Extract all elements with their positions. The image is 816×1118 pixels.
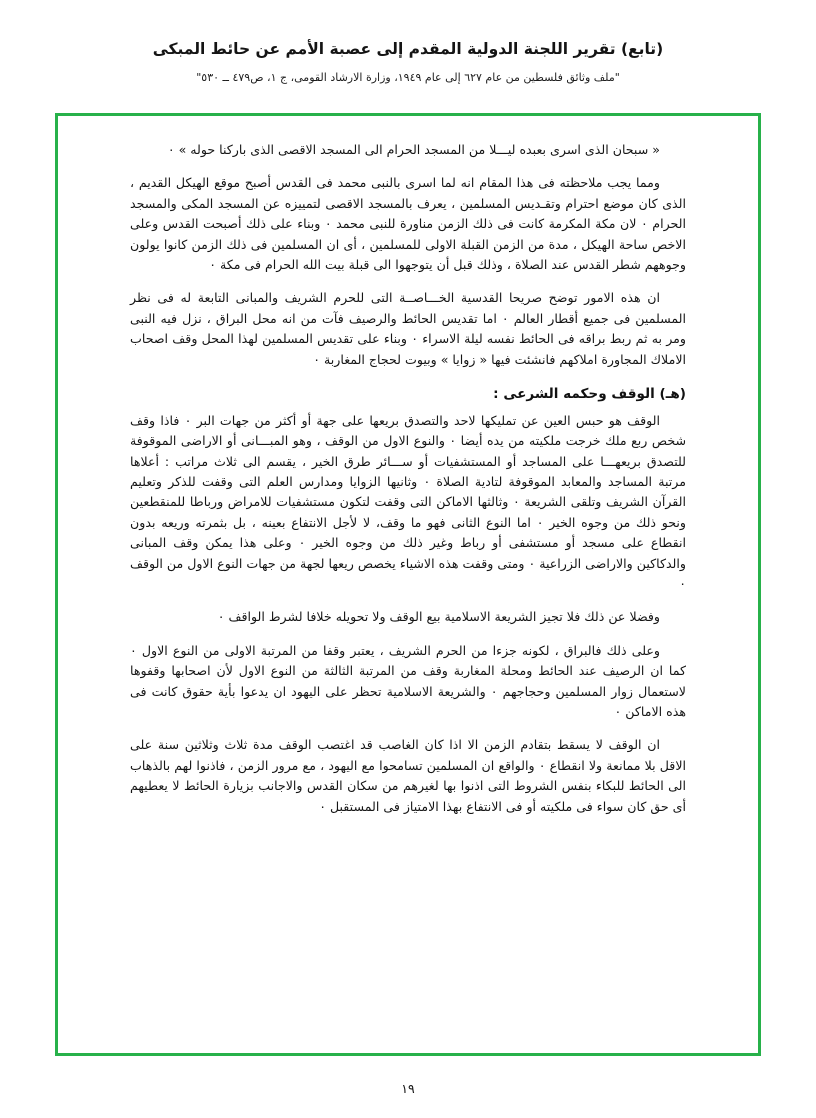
page-title: (تابع) تقرير اللجنة الدولية المقدم إلى عصبة الأمم عن حائط المبكى [152, 40, 664, 58]
paragraph: الوقف هو حبس العين عن تمليكها لاحد والتصدق بريعها على جهة أو أكثر من جهات البر ٠ فاذا وقف شخص ربع ملك خرجت ملكيته من يده أيضا ٠ والنوع الاول من الوقف ، وهو المبـــانى أو الاراضى الموقوفة للتصدق بريعهـــا على المساجد أو المستشفيات أو ســـائر طرق الخير ، يقسم الى ثلاث مراتب : أعلاها مرتبة المساجد والمعابد الموقوفة لتادية الصلاة ٠ وثانيها الزوايا ومدارس العلم التى وقفت للذكر وتعليم القرآن الشريف وتلقى الشريعة ٠ وثالثها الاماكن التى وقفت لتكون مستشفيات للامراض ورباطا للمنقطعين ونحو ذلك من وجوه الخير ٠ اما النوع الثانى فهو ما وقف، لا لأجل الانتفاع بعينه ، بل بثمرته وريعه بدون انقطاع على مسجد أو مستشفى أو رباط وغير ذلك من وجوه الخير ٠ وعلى هذا يمكن وقف المبانى والدكاكين والاراضى الزراعية ٠ ومتى وقفت هذه الاشياء يخصص ريعها لجهة من جهات النوع الاول من الوقف ٠ [130, 412, 686, 592]
paragraph: ومما يجب ملاحظته فى هذا المقام انه لما اسرى بالنبى محمد فى القدس أصبح موقع الهيكل القديم ، الذى كان موضع احترام وتقـديس المسلمين ، يعرف بالمسجد الاقصى لتمييزه عن المسجد المكى والمسجد الحرام ٠ لان مكة المكرمة كانت فى ذلك الزمن مناورة للنبى محمد ٠ وبناء على ذلك أصبحت القدس وعلى الاخص ساحة الهيكل ، مدة من الزمن القبلة الاولى للمسلمين ، أى ان المسلمين فى ذلك الزمن كانوا يولون وجوههم شطر القدس عند الصلاة ، وذلك قبل أن يتوجهوا الى قبلة بيت الله الحرام فى مكة ٠ [130, 175, 686, 272]
paragraph: وفضلا عن ذلك فلا تجيز الشريعة الاسلامية بيع الوقف ولا تحويله خلافا لشرط الواقف ٠ [217, 609, 660, 625]
document-header [0, 0, 816, 87]
paragraph: وعلى ذلك فالبراق ، لكونه جزءا من الحرم الشريف ، يعتبر وقفا من المرتبة الاولى من النوع الاول ٠ كما ان الرصيف عند الحائط ومحلة المغاربة وقف من المرتبة الثالثة من النوع الاول لأن اصحابها وقفوها لاستعمال زوار المسلمين وحجاجهم ٠ والشريعة الاسلامية تحظر على اليهود ان يدعوا بأية حقوق كانت فى هذه الاماكن ٠ [130, 642, 686, 719]
page-number: ١٩ [401, 1081, 415, 1096]
paragraph: ان الوقف لا يسقط بتقادم الزمن الا اذا كان الغاصب قد اغتصب الوقف مدة ثلاث وثلاثين سنة على الاقل بلا ممانعة ولا انقطاع ٠ والواقع ان المسلمين تسامحوا مع اليهود ، مع مرور الزمن ، فاذنوا لهم بالذهاب الى الحائط للبكاء بنفس الشروط التى اذنوا بها لغيرهم من سكان القدس والاجانب بزيارة الحائط لا يعطيهم أى حق كان سواء فى ملكيته أو فى الانتفاع بهذا الامتياز فى المستقبل ٠ [130, 737, 686, 814]
paragraph: « سبحان الذى اسرى بعبده ليـــلا من المسجد الحرام الى المسجد الاقصى الذى باركنا حوله » ٠ [167, 142, 660, 157]
paragraph: ان هذه الامور توضح صريحا القدسية الخـــاصــة التى للحرم الشريف والمبانى التابعة له فى نظر المسلمين فى جميع أقطار العالم ٠ اما تقديس الحائط والرصيف فآت من انه محل البراق ، نزل فيه النبى ومر به ثم ربط براقه فى الحائط نفسه ليلة الاسراء ٠ وبناء على تقديس المسلمين لهذا المحل وقف اصحاب الاملاك المجاورة املاكهم فانشئت فيها « زوايا » وبيوت لحجاج المغاربة ٠ [130, 290, 686, 367]
page-source-line: "ملف وثائق فلسطين من عام ٦٢٧ إلى عام ١٩٤٩، وزارة الارشاد القومى، ج ١، ص٤٧٩ ــ ٥٣٠" [196, 71, 620, 85]
section-heading: (هـ) الوقف وحكمه الشرعى : [493, 385, 686, 402]
document-body [72, 122, 744, 1048]
